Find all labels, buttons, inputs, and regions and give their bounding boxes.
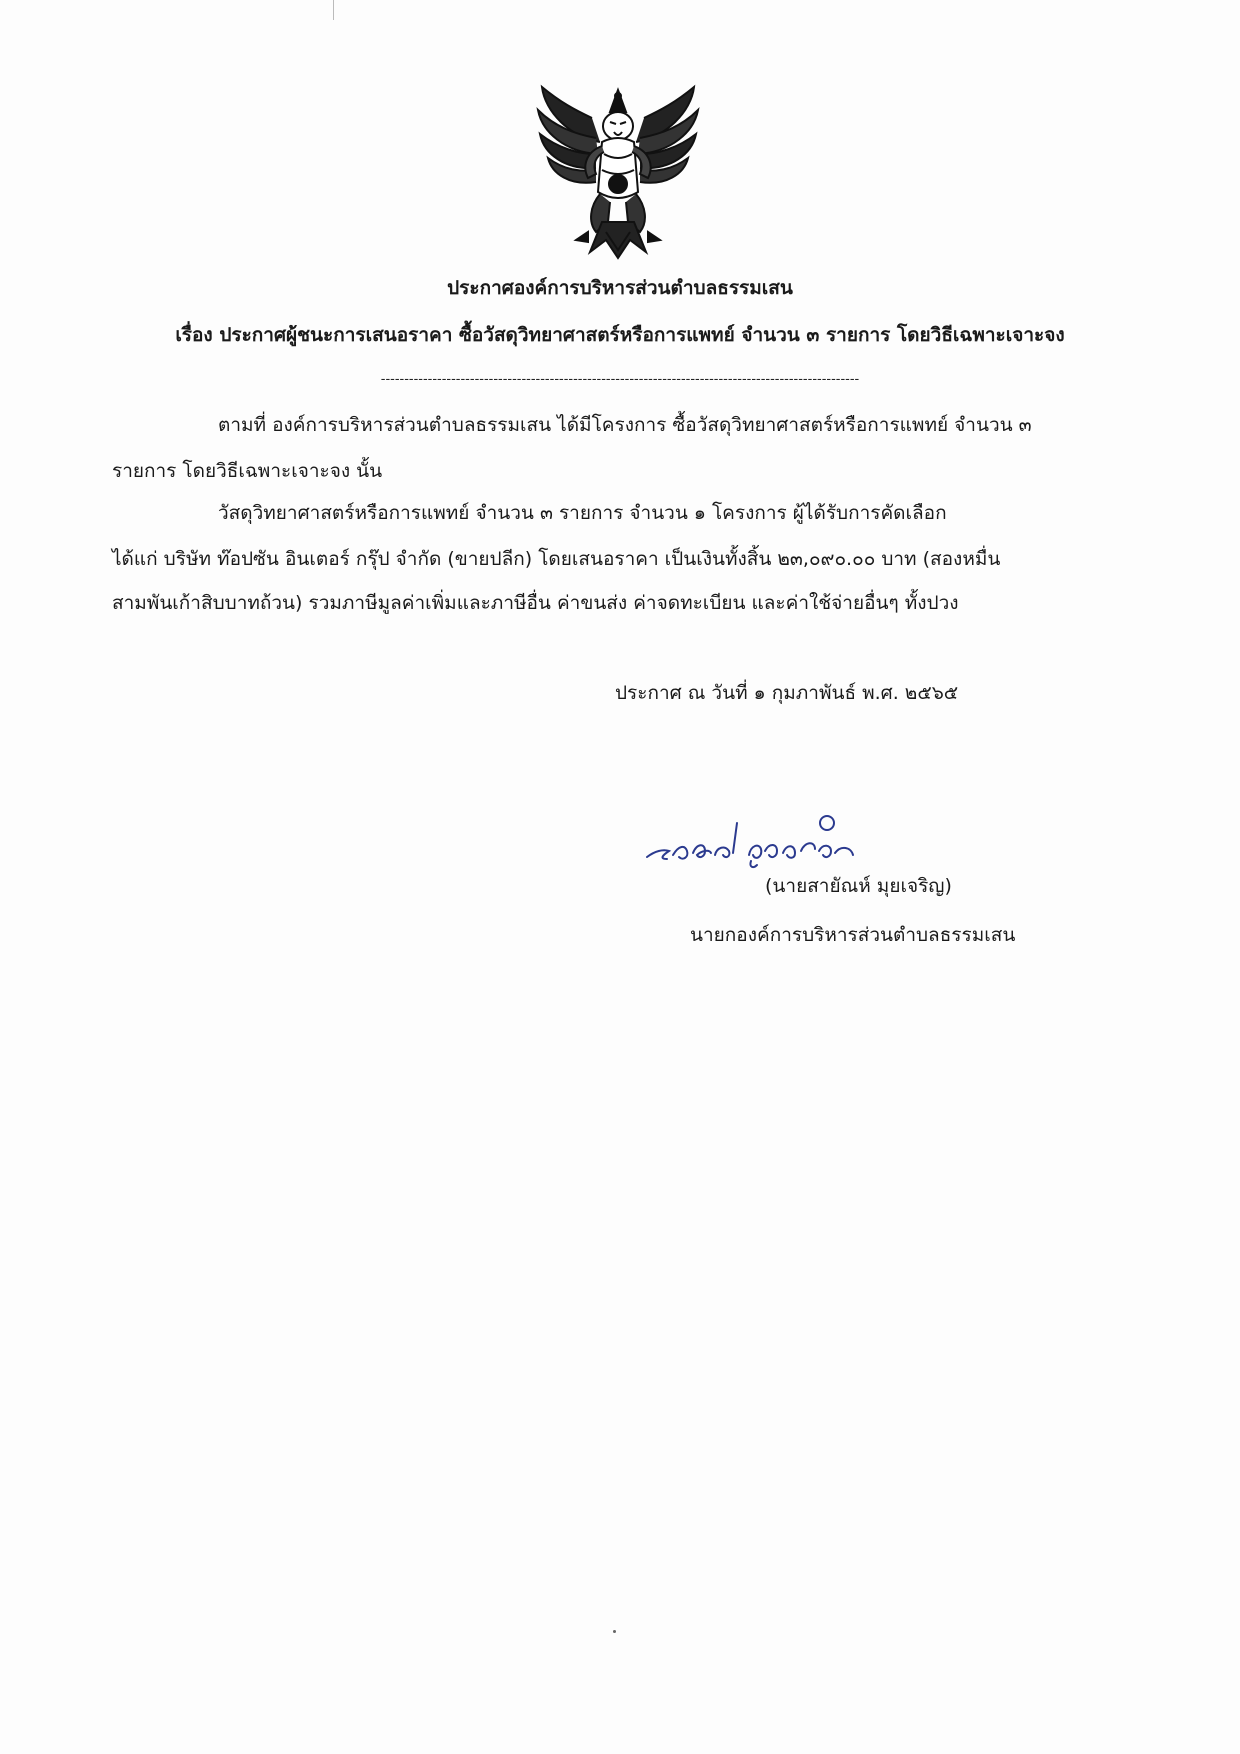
signer-title: นายกองค์การบริหารส่วนตำบลธรรมเสน bbox=[690, 924, 1016, 946]
paragraph-2-line-3: สามพันเก้าสิบบาทถ้วน) รวมภาษีมูลค่าเพิ่มและภาษีอื่น ค่าขนส่ง ค่าจดทะเบียน และค่าใช้จ่ายอื่นๆ ทั้งปวง bbox=[112, 592, 959, 614]
scan-speck bbox=[613, 1630, 616, 1633]
garuda-emblem-icon bbox=[530, 82, 706, 262]
paragraph-2-line-2: ได้แก่ บริษัท ท๊อปซัน อินเตอร์ กรุ๊ป จำกัด (ขายปลีก) โดยเสนอราคา เป็นเงินทั้งสิ้น ๒๓,๐๙๐.๐๐ บาท (สองหมื่น bbox=[112, 548, 1001, 570]
section-divider: ------------------------------------------------------------------------------------------------------ bbox=[380, 372, 860, 387]
scan-edge-mark bbox=[333, 0, 334, 20]
announcement-date: ประกาศ ณ วันที่ ๑ กุมภาพันธ์ พ.ศ. ๒๕๖๕ bbox=[615, 682, 959, 704]
paragraph-2-line-1: วัสดุวิทยาศาสตร์หรือการแพทย์ จำนวน ๓ รายการ จำนวน ๑ โครงการ ผู้ได้รับการคัดเลือก bbox=[218, 502, 947, 524]
paragraph-1-line-1: ตามที่ องค์การบริหารส่วนตำบลธรรมเสน ได้มีโครงการ ซื้อวัสดุวิทยาศาสตร์หรือการแพทย์ จำนวน ๓ bbox=[218, 414, 1032, 436]
signer-name: (นายสายัณห์ มุยเจริญ) bbox=[765, 875, 952, 897]
announcement-subject: เรื่อง ประกาศผู้ชนะการเสนอราคา ซื้อวัสดุวิทยาศาสตร์หรือการแพทย์ จำนวน ๓ รายการ โดยวิธีเฉพาะเจาะจง bbox=[175, 324, 1065, 346]
paragraph-1-line-2: รายการ โดยวิธีเฉพาะเจาะจง นั้น bbox=[112, 460, 383, 482]
handwritten-signature bbox=[645, 795, 945, 875]
announcement-title: ประกาศองค์การบริหารส่วนตำบลธรรมเสน bbox=[447, 277, 793, 299]
